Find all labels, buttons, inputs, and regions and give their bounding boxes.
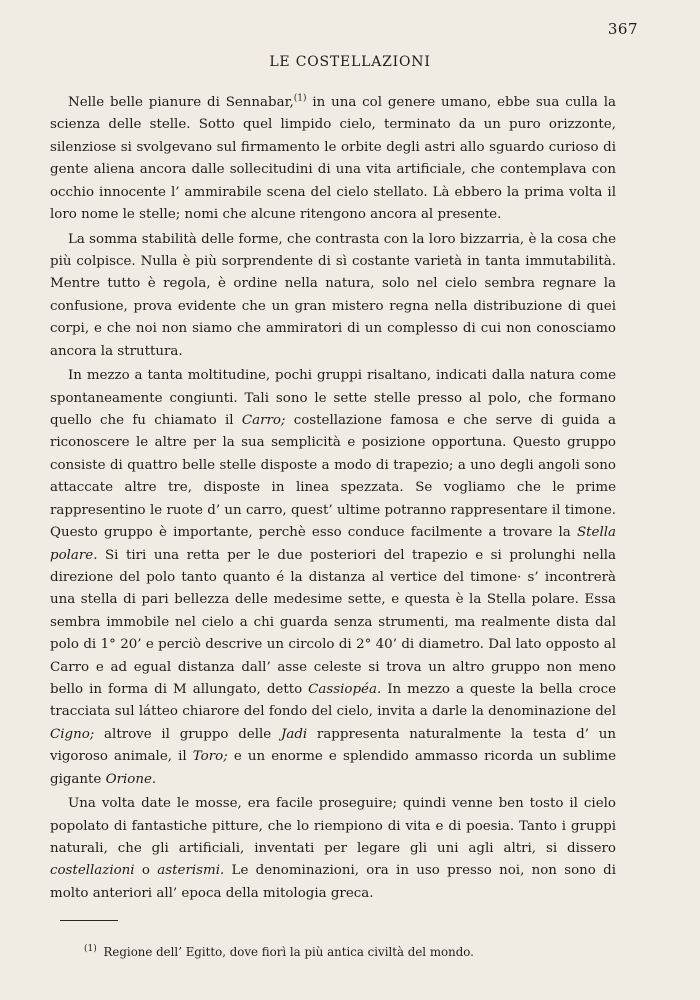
paragraph [50,229,616,363]
text-run: Le denominazioni, ora in uso presso noi, non sono di molto anteriori all’ epoca della mitologia greca. [50,863,617,901]
text-run: rappresenta naturalmente la testa d’ un vigoroso animale, il [50,726,616,765]
italic-term: Jadi [280,726,308,742]
text-run: e un enorme e splendido ammasso ricorda un sublime gigante [50,749,616,787]
page-number: 367 [607,20,638,38]
italic-term: Cassiopéa. [308,681,382,697]
text-run: altrove il gruppo delle [94,726,281,742]
text-run: In mezzo a queste la bella croce tracciata sul látteo chiarore del fondo del cielo, invita a darle la denominazione del [50,681,616,720]
footnote-mark: (1) [84,944,97,955]
text-run: Nelle belle pianure di Sennabar, [68,95,294,110]
italic-term: asterismi. [157,863,225,879]
text-run: La somma stabilità delle forme, che contrasta con la loro bizzarria, è la cosa che più colpisce. Nulla è più sorprendente di sì costante varietà in tanta immutabilità. Mentre tutto è regola, è ordine nella natura, solo nel cielo sembra regnare la confusione, prova evidente che un gran mistero regna nella distribuzione di quei corpi, e che noi non siamo che ammiratori di un complesso di cui non conosciamo ancora la struttura. [50,231,616,359]
text-run: Una volta date le mosse, era facile proseguire; quindi venne ben tosto il cielo popolato di fantastiche pitture, che lo riempiono di vita e di poesia. Tanto i gruppi naturali, che gli artificiali, inventati per legare gli uni agli altri, si dissero [50,796,616,856]
footnote-text: Regione dell’ Egitto, dove fiorì la più antica civiltà del mondo. [103,945,474,959]
italic-term: costellazioni [50,863,135,879]
italic-term: Toro; [192,749,228,765]
text-run: costellazione famosa e che serve di guida a riconoscere le altre per la sua semplicità e posizione opportuna. Questo gruppo consiste di quattro belle stelle disposte a modo di trapezio; a uno degli angoli sono attaccate altre tre, disposte in linea spezzata. Se vogliamo che le prime rappresentino le ruote d’ un carro, quest’ ultime potranno rappresentare il timone. Questo gruppo è importante, perchè esso conduce facilmente a trovare la [50,413,616,541]
italic-term: Cigno; [50,726,95,742]
paragraph [50,92,616,226]
italic-term: Stella polare. [50,525,616,563]
italic-term: Carro; [241,413,286,429]
chapter-title: LE COSTELLAZIONI [269,54,431,70]
italic-term: Orione. [105,771,157,787]
text-run: in una col genere umano, ebbe sua culla la scienza delle stelle. Sotto quel limpido cielo, terminato da un puro orizzonte, silenziose si svolgevano sul firmamento le orbite degli astri allo sguardo curioso di gente aliena ancora dalle sollecitudini di una vita artificiale, che contemplava con occhio innocente l’ ammirabile scena del cielo stellato. Là ebbero la prima volta il loro nome le stelle; nomi che alcune ritengono ancora al presente. [50,95,617,223]
text-run: o [134,863,158,879]
paragraph [50,793,616,905]
paragraph [50,365,616,791]
body-text [50,92,616,907]
footnote-rule [60,920,118,921]
footnote [84,944,624,960]
text-run: Si tiri una retta per le due posteriori del trapezio e si prolunghi nella direzione del polo tanto quanto é la distanza al vertice del timone· s’ incontrerà una stella di pari bellezza delle medesime sette, e questa è la Stella polare. Essa sembra immobile nel cielo a chi guarda senza strumenti, ma realmente dista dal polo di 1° 20’ e perciò descrive un circolo di 2° 40’ di diametro. Dal lato opposto al Carro e ad egual distanza dall’ asse celeste si trova un altro gruppo non meno bello in forma di M allungato, detto [50,547,616,697]
footnote-reference: (1) [293,93,307,104]
text-run: In mezzo a tanta moltitudine, pochi gruppi risaltano, indicati dalla natura come spontaneamente congiunti. Tali sono le sette stelle presso al polo, che formano quello che fu chiamato il [50,368,616,429]
